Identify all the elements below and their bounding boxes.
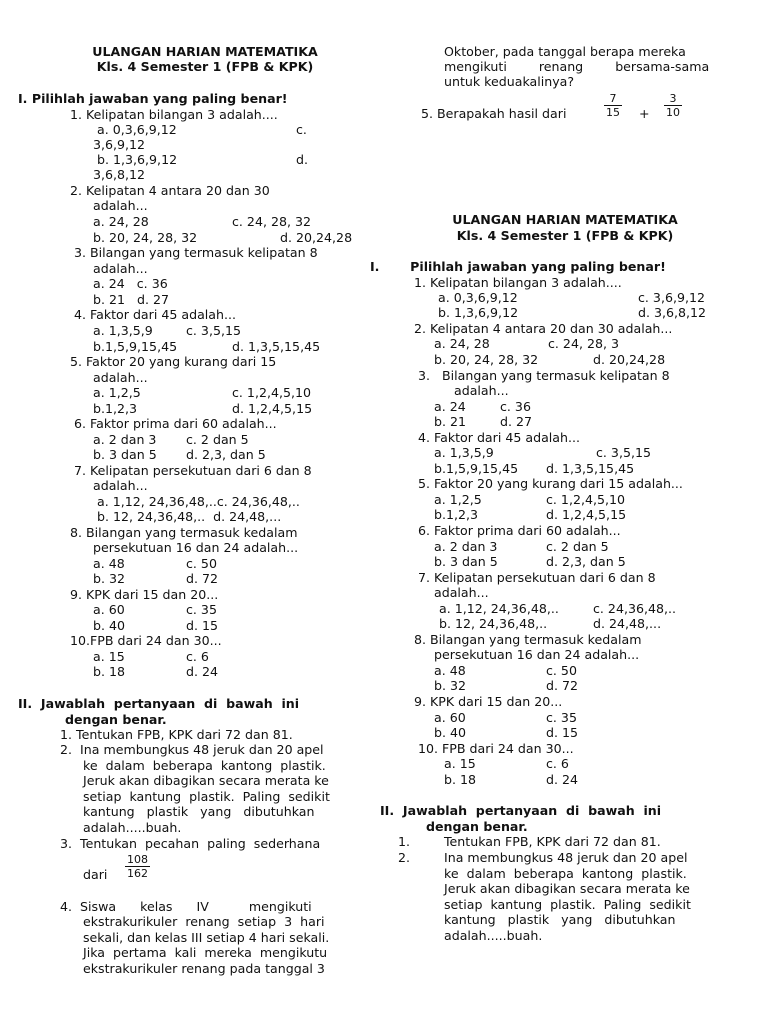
option: a. 24, 28 (434, 336, 490, 351)
question-line: 4. Faktor dari 45 adalah... (418, 430, 580, 445)
question-line: 6. Faktor prima dari 60 adalah... (418, 523, 621, 538)
fraction-denominator: 15 (606, 106, 620, 119)
fraction-numerator: 3 (669, 92, 677, 105)
option: c. 35 (546, 710, 577, 725)
essay-line: Jeruk akan dibagikan secara merata ke (444, 881, 690, 896)
section-1-heading-right: I. Pilihlah jawaban yang paling benar! (370, 259, 666, 274)
option: c. 3,6,9,12 (638, 290, 706, 305)
option: c. 50 (546, 663, 577, 678)
essay-line: kantung plastik yang dibutuhkan (83, 804, 315, 819)
section-1-heading-left: I. Pilihlah jawaban yang paling benar! (18, 91, 288, 106)
option: d. 20,24,28 (593, 352, 666, 367)
question-line: 9. KPK dari 15 dan 20... (70, 587, 219, 602)
essay-line: ekstrakurikuler renang setiap 3 hari (83, 914, 325, 929)
question-line: 10.FPB dari 24 dan 30... (70, 633, 222, 648)
essay-line: Jeruk akan dibagikan secara merata ke (83, 773, 329, 788)
question-line: 6. Faktor prima dari 60 adalah... (74, 416, 277, 431)
section-2-heading-left: II. Jawablah pertanyaan di bawah ini (18, 696, 300, 711)
option: a. 24 (434, 399, 466, 414)
question-line: 7. Kelipatan persekutuan dari 6 dan 8 (418, 570, 656, 585)
option: b. 21 (434, 414, 467, 429)
option: b.1,5,9,15,45 (434, 461, 519, 476)
option: d. 24 (186, 664, 219, 679)
fraction-3-10 (664, 92, 682, 119)
option: d. 3,6,8,12 (638, 305, 707, 320)
essay-line: ke dalam beberapa kantong plastik. (444, 866, 687, 881)
essay-line: adalah.....buah. (444, 928, 543, 943)
essay-2-right: Ina membungkus 48 jeruk dan 20 apel (444, 850, 688, 865)
essay-line: untuk keduakalinya? (444, 74, 575, 89)
essay-line: sekali, dan kelas III setiap 4 hari sekali. (83, 930, 330, 945)
option: a. 0,3,6,9,12 (438, 290, 518, 305)
option: a. 0,3,6,9,12 (97, 122, 177, 137)
option: b. 3 dan 5 (93, 447, 157, 462)
question-line: adalah... (434, 585, 489, 600)
option: d. 1,3,5,15,45 (546, 461, 635, 476)
option: d. 2,3, dan 5 (186, 447, 266, 462)
title-right-2: Kls. 4 Semester 1 (FPB & KPK) (456, 228, 674, 243)
option: b. 20, 24, 28, 32 (434, 352, 539, 367)
option: b.1,2,3 (434, 507, 479, 522)
fraction-7-15 (604, 92, 622, 119)
question-line: 7. Kelipatan persekutuan dari 6 dan 8 (74, 463, 312, 478)
question-line: 4. Faktor dari 45 adalah... (74, 307, 236, 322)
option: a. 15 (444, 756, 476, 771)
option: b. 40 (434, 725, 467, 740)
option: a. 48 (434, 663, 466, 678)
option: c. 2 dan 5 (546, 539, 609, 554)
option: a. 2 dan 3 (434, 539, 498, 554)
option: b. 32 (93, 571, 126, 586)
essay-line: dari (83, 867, 108, 882)
option: d. 24 (546, 772, 579, 787)
option: a. 24 c. 36 (93, 276, 168, 291)
option: a. 60 (93, 602, 125, 617)
option: d. 72 (186, 571, 219, 586)
fraction-108-162 (125, 853, 150, 880)
option: a. 1,3,5,9 (434, 445, 494, 460)
fraction-numerator: 108 (127, 853, 148, 866)
fraction-numerator: 7 (609, 92, 617, 105)
option: b. 1,3,6,9,12 (438, 305, 519, 320)
option: c. (296, 122, 307, 137)
essay-line: setiap kantung plastik. Paling sedikit (444, 897, 691, 912)
question-line: 5. Faktor 20 yang kurang dari 15 (70, 354, 277, 369)
essay-line: kantung plastik yang dibutuhkan (444, 912, 676, 927)
essay-2-right-number: 2. (398, 850, 411, 865)
option: a. 15 (93, 649, 125, 664)
option: d. 15 (546, 725, 579, 740)
essay-4-continuation: Oktober, pada tanggal berapa mereka (444, 44, 686, 59)
essay-line: adalah.....buah. (83, 820, 182, 835)
option: c. 6 (546, 756, 569, 771)
option: a. 1,12, 24,36,48,..c. 24,36,48,.. (97, 494, 300, 509)
question-line: adalah... (93, 198, 148, 213)
question-line: adalah... (93, 478, 148, 493)
plus-sign: + (639, 106, 650, 121)
option: b. 20, 24, 28, 32 (93, 230, 198, 245)
option: a. 24, 28 (93, 214, 149, 229)
essay-1-right: Tentukan FPB, KPK dari 72 dan 81. (444, 834, 661, 849)
fraction-denominator: 10 (666, 106, 680, 119)
question-line: 3. Bilangan yang termasuk kelipatan 8 (74, 245, 318, 260)
essay-line: Jika pertama kali mereka mengikutu (83, 945, 328, 960)
essay-line: setiap kantung plastik. Paling sedikit (83, 789, 330, 804)
option: a. 1,3,5,9 (93, 323, 153, 338)
option: d. 1,3,5,15,45 (232, 339, 321, 354)
option: d. 20,24,28 (280, 230, 353, 245)
essay-1-right-number: 1. (398, 834, 411, 849)
question-line: 1. Kelipatan bilangan 3 adalah.... (70, 107, 278, 122)
question-line: 2. Kelipatan 4 antara 20 dan 30 (70, 183, 270, 198)
option: b. 12, 24,36,48,.. (439, 616, 548, 631)
option: c. 35 (186, 602, 217, 617)
option: b. 18 (444, 772, 477, 787)
option: d. 1,2,4,5,15 (546, 507, 627, 522)
option: c. 1,2,4,5,10 (546, 492, 626, 507)
option: c. 24, 28, 32 (232, 214, 312, 229)
option: c. 50 (186, 556, 217, 571)
option: a. 48 (93, 556, 125, 571)
option: d. 27 (500, 414, 533, 429)
option: 3,6,8,12 (93, 167, 146, 182)
option: b. 21 d. 27 (93, 292, 170, 307)
option: c. 3,5,15 (596, 445, 651, 460)
question-line: adalah... (93, 370, 148, 385)
question-line: 8. Bilangan yang termasuk kedalam (414, 632, 642, 647)
question-line: persekutuan 16 dan 24 adalah... (93, 540, 299, 555)
question-line: 9. KPK dari 15 dan 20... (414, 694, 563, 709)
option: c. 36 (500, 399, 531, 414)
essay-line: ekstrakurikuler renang pada tanggal 3 (83, 961, 325, 976)
option: a. 1,2,5 (93, 385, 141, 400)
option: b. 32 (434, 678, 467, 693)
essay-line: mengikuti renang bersama-sama (444, 59, 710, 74)
question-line: 2. Kelipatan 4 antara 20 dan 30 adalah... (414, 321, 673, 336)
question-line: 5. Faktor 20 yang kurang dari 15 adalah... (418, 476, 683, 491)
question-line: adalah... (454, 383, 509, 398)
essay-line: ke dalam beberapa kantong plastik. (83, 758, 326, 773)
option: d. 72 (546, 678, 579, 693)
option: a. 2 dan 3 (93, 432, 157, 447)
option: 3,6,9,12 (93, 137, 146, 152)
option: a. 60 (434, 710, 466, 725)
option: a. 1,12, 24,36,48,.. (439, 601, 559, 616)
option: b. 1,3,6,9,12 (97, 152, 178, 167)
option: b. 3 dan 5 (434, 554, 498, 569)
title-left-1: ULANGAN HARIAN MATEMATIKA (92, 44, 318, 59)
option: b.1,2,3 (93, 401, 138, 416)
option: d. 15 (186, 618, 219, 633)
option: d. 1,2,4,5,15 (232, 401, 313, 416)
option: b. 18 (93, 664, 126, 679)
essay-4-left: 4. Siswa kelas IV mengikuti (60, 899, 312, 914)
essay-5: 5. Berapakah hasil dari (421, 106, 567, 121)
question-line: persekutuan 16 dan 24 adalah... (434, 647, 640, 662)
essay-3-left: 3. Tentukan pecahan paling sederhana (60, 836, 321, 851)
option: c. 24,36,48,.. (593, 601, 677, 616)
option: b. 40 (93, 618, 126, 633)
option: c. 1,2,4,5,10 (232, 385, 312, 400)
option: c. 6 (186, 649, 209, 664)
option: c. 3,5,15 (186, 323, 241, 338)
fraction-denominator: 162 (127, 867, 148, 880)
option: a. 1,2,5 (434, 492, 482, 507)
essay-1-left: 1. Tentukan FPB, KPK dari 72 dan 81. (60, 727, 293, 742)
section-2-heading-right-2: dengan benar. (426, 819, 528, 834)
question-line: 10. FPB dari 24 dan 30... (418, 741, 574, 756)
title-right-1: ULANGAN HARIAN MATEMATIKA (452, 212, 678, 227)
option: c. 2 dan 5 (186, 432, 249, 447)
question-line: 8. Bilangan yang termasuk kedalam (70, 525, 298, 540)
option: d. 2,3, dan 5 (546, 554, 626, 569)
option: b. 12, 24,36,48,.. d. 24,48,... (97, 509, 282, 524)
option: d. (296, 152, 308, 167)
section-2-heading-right: II. Jawablah pertanyaan di bawah ini (380, 803, 662, 818)
question-line: adalah... (93, 261, 148, 276)
essay-2-left: 2. Ina membungkus 48 jeruk dan 20 apel (60, 742, 324, 757)
title-left-2: Kls. 4 Semester 1 (FPB & KPK) (96, 59, 314, 74)
question-line: 1. Kelipatan bilangan 3 adalah.... (414, 275, 622, 290)
option: d. 24,48,... (593, 616, 662, 631)
question-line: 3. Bilangan yang termasuk kelipatan 8 (418, 368, 670, 383)
option: c. 24, 28, 3 (548, 336, 620, 351)
section-2-heading-left-2: dengan benar. (65, 712, 167, 727)
option: b.1,5,9,15,45 (93, 339, 178, 354)
